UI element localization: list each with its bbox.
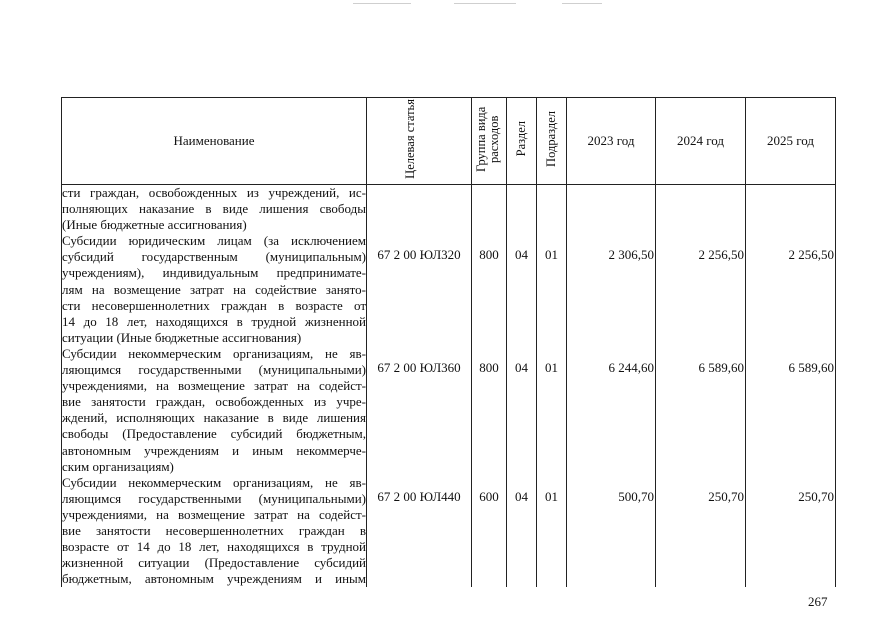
amount-2024: 250,70 (708, 488, 744, 504)
name-text-line: автономным учреждениям и иным некоммерче- (62, 442, 366, 458)
header-expense-group: Группа вида расходов (472, 98, 507, 185)
scan-artifact (454, 3, 516, 4)
name-text-line: ситуации (Иные бюджетные ассигнования) (62, 329, 302, 345)
header-subsection: Подраздел (537, 98, 567, 185)
name-text-line: вие занятости граждан, освобожденных из учре- (62, 394, 366, 410)
subsection-value: 01 (545, 488, 558, 504)
name-column (62, 185, 367, 588)
article-value: 67 2 00 ЮЛ360 (377, 359, 461, 375)
amount-2023: 2 306,50 (608, 247, 654, 263)
name-text-line: сти несовершеннолетних граждан в возрасте от (62, 297, 366, 313)
budget-table (61, 97, 836, 587)
name-text-line: Субсидии некоммерческим организациям, не яв- (62, 474, 366, 490)
name-text-line: сти граждан, освобожденных из учреждений, ис- (62, 185, 366, 200)
name-text-line: ждений, исполняющих наказание в виде лишения (62, 410, 366, 426)
name-text-line: Субсидии юридическим лицам (за исключением (62, 233, 366, 249)
name-text-line: бюджетным, автономным учреждениям и иным (62, 571, 366, 587)
name-text-line: полняющих наказание в виде лишения свободы (62, 201, 366, 217)
name-text-line: субсидий государственным (муниципальным) (62, 249, 366, 265)
name-text-line: лям на возмещение затрат на содействие занято- (62, 281, 366, 297)
year-2024-column (656, 185, 746, 588)
name-text-line: 14 до 18 лет, находящихся в трудной жизненной (62, 313, 366, 329)
item-names-text (62, 185, 366, 587)
amount-2023: 500,70 (618, 488, 654, 504)
header-row (62, 98, 836, 185)
amount-2024: 2 256,50 (698, 247, 744, 263)
name-text-line: (Иные бюджетные ассигнования) (62, 217, 247, 233)
article-column (367, 185, 472, 588)
section-value: 04 (515, 359, 528, 375)
header-name: Наименование (62, 98, 367, 185)
name-text-line: возрасте от 14 до 18 лет, находящихся в трудной (62, 539, 366, 555)
article-value: 67 2 00 ЮЛ320 (377, 247, 461, 263)
amount-2025: 6 589,60 (788, 359, 834, 375)
name-text-line: учреждениями, на возмещение затрат на содейст- (62, 506, 366, 522)
scan-artifact (353, 3, 411, 4)
name-text-line: жизненной ситуации (Предоставление субсидий (62, 555, 366, 571)
header-article: Целевая статья (367, 98, 472, 185)
name-text-line: ляющимся государственными (муниципальными) (62, 362, 366, 378)
section-value: 04 (515, 247, 528, 263)
name-text-line: Субсидии некоммерческим организациям, не яв- (62, 345, 366, 361)
expense-group-value: 800 (479, 359, 499, 375)
scan-artifact (562, 3, 602, 4)
name-text-line: ским организациям) (62, 458, 174, 474)
page-number: 267 (808, 594, 828, 609)
section-column (507, 185, 537, 588)
expense-group-value: 600 (479, 488, 499, 504)
year-2023-column (567, 185, 656, 588)
section-value: 04 (515, 488, 528, 504)
subsection-column (537, 185, 567, 588)
amount-2025: 250,70 (798, 488, 834, 504)
expense-group-value: 800 (479, 247, 499, 263)
amount-2025: 2 256,50 (788, 247, 834, 263)
year-2025-column (746, 185, 836, 588)
name-text-line: учреждениями, на возмещение затрат на содейст- (62, 378, 366, 394)
table-body-row (62, 185, 836, 588)
header-section: Раздел (507, 98, 537, 185)
name-text-line: ляющимся государственными (муниципальными) (62, 490, 366, 506)
header-2024: 2024 год (656, 98, 746, 185)
name-text-line: учреждениям), индивидуальным предпринимате- (62, 265, 366, 281)
subsection-value: 01 (545, 247, 558, 263)
header-2025: 2025 год (746, 98, 836, 185)
header-2023: 2023 год (567, 98, 656, 185)
article-value: 67 2 00 ЮЛ440 (377, 488, 461, 504)
expense-group-column (472, 185, 507, 588)
name-text-line: свободы (Предоставление субсидий бюджетным, (62, 426, 366, 442)
amount-2024: 6 589,60 (698, 359, 744, 375)
amount-2023: 6 244,60 (608, 359, 654, 375)
name-text-line: вие занятости несовершеннолетних граждан в (62, 522, 366, 538)
subsection-value: 01 (545, 359, 558, 375)
